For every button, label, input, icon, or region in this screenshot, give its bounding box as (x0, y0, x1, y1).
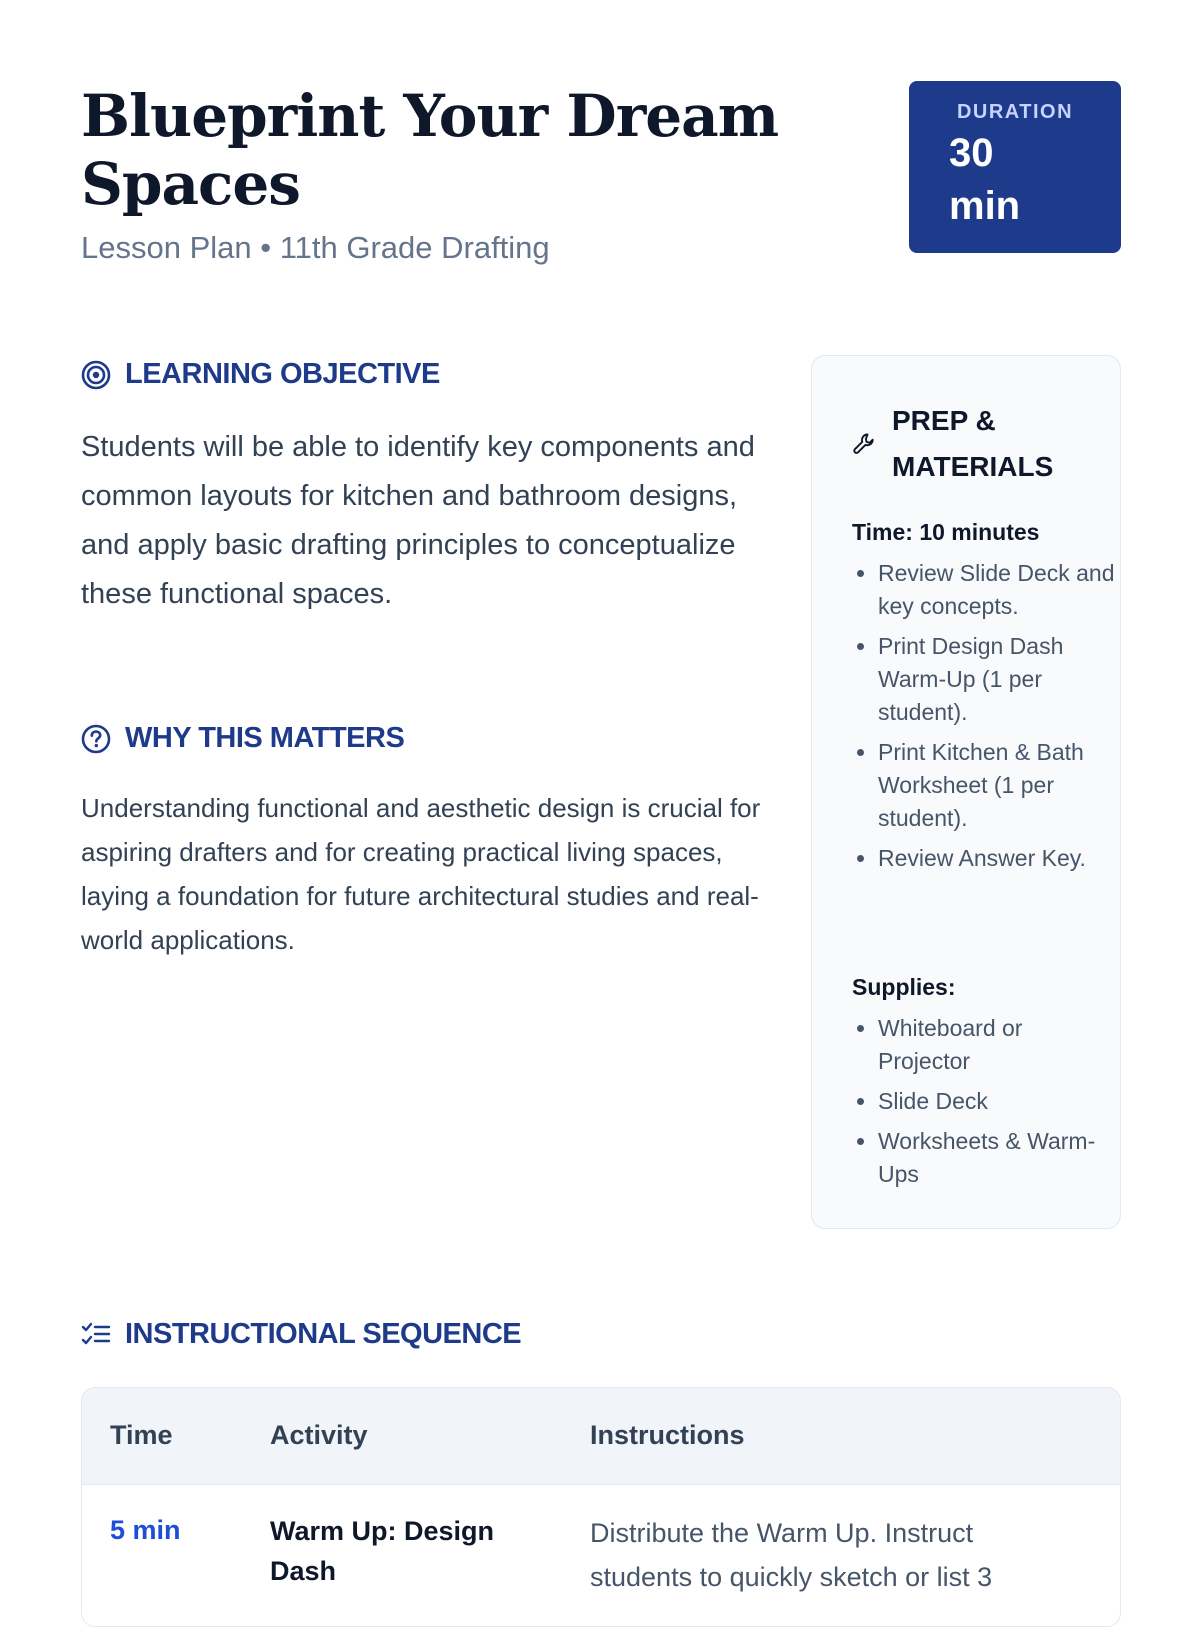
why-text: Understanding functional and aesthetic design is crucial for aspiring drafters and for creating practical living spaces, laying a foundation for future architectural studies and real-world applications. (81, 793, 761, 955)
prep-materials-card (811, 355, 1121, 1229)
table-header (82, 1388, 1120, 1485)
question-circle-icon (81, 724, 111, 754)
objective-heading-text: LEARNING OBJECTIVE (125, 358, 440, 390)
duration-value: 30 min (949, 131, 1021, 228)
why-heading (81, 722, 404, 755)
sequence-heading-text: INSTRUCTIONAL SEQUENCE (125, 1318, 522, 1350)
sequence-table (81, 1387, 1121, 1627)
list-item: • Review Answer Key. (878, 842, 1118, 875)
why-heading-text: WHY THIS MATTERS (125, 722, 405, 754)
lesson-plan-page (81, 0, 1121, 1600)
supplies-list (852, 1012, 1118, 1198)
column-header-time: Time (110, 1420, 173, 1450)
objective-heading (81, 358, 440, 391)
column-header-instructions: Instructions (590, 1420, 745, 1450)
prep-heading (852, 398, 1092, 490)
duration-label: DURATION (956, 101, 1074, 123)
prep-time-label: Time: 10 minutes (852, 519, 1040, 545)
list-item: • Print Kitchen & Bath Worksheet (1 per student). (878, 736, 1118, 835)
target-icon (81, 360, 111, 390)
prep-heading-text: PREP & MATERIALS (892, 405, 1054, 482)
sequence-heading (81, 1318, 521, 1351)
column-header-activity: Activity (270, 1420, 368, 1450)
duration-badge (909, 81, 1121, 253)
list-item: • Review Slide Deck and key concepts. (878, 557, 1118, 623)
list-item: • Whiteboard or Projector (878, 1012, 1118, 1078)
prep-task-list (852, 557, 1118, 882)
lesson-header (81, 78, 1121, 278)
list-item: • Worksheets & Warm-Ups (878, 1125, 1118, 1191)
supplies-label: Supplies: (852, 974, 956, 1000)
row-activity: Warm Up: Design Dash (270, 1516, 495, 1586)
wrench-icon (852, 432, 876, 456)
page-subtitle: Lesson Plan • 11th Grade Drafting (81, 230, 550, 265)
row-time: 5 min (110, 1515, 181, 1545)
page-title: Blueprint Your Dream Spaces (81, 82, 779, 218)
list-item: • Slide Deck (878, 1085, 1118, 1118)
list-item: • Print Design Dash Warm-Up (1 per student). (878, 630, 1118, 729)
row-instructions: Distribute the Warm Up. Instruct students to quickly sketch or list 3 (590, 1518, 993, 1592)
objective-text: Students will be able to identify key components and common layouts for kitchen and bathroom designs, and apply basic drafting principles to conceptualize these functional spaces. (81, 431, 755, 610)
checklist-icon (81, 1320, 111, 1350)
table-row (82, 1485, 1120, 1627)
